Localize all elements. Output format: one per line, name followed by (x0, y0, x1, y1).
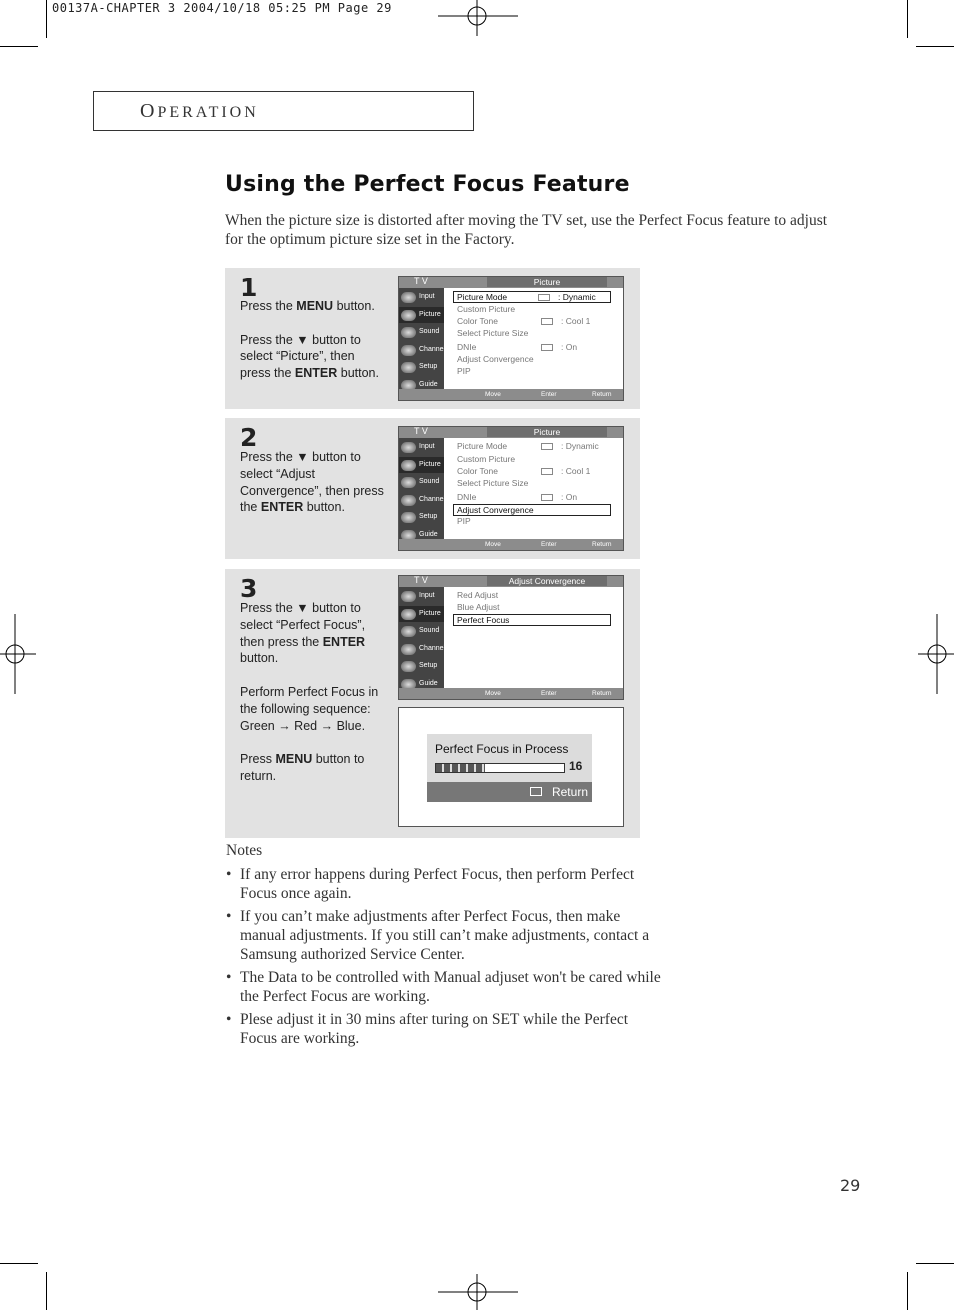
move-hint: Move (485, 541, 501, 548)
menu-row-label: PIP (457, 366, 471, 376)
sidebar-item-label: Picture (419, 609, 441, 617)
menu-row (457, 441, 657, 453)
tv-label: T V (414, 276, 428, 286)
menu-row-label: Color Tone (457, 316, 498, 326)
menu-row-value: : Dynamic (561, 441, 599, 451)
return-hint: Return (592, 391, 612, 398)
tv-label: T V (414, 575, 428, 585)
picture-icon (401, 310, 416, 321)
tv-menu-picture (398, 276, 624, 401)
menu-row-label: Perfect Focus (457, 615, 510, 625)
sidebar-item-channel (399, 641, 444, 657)
progress-fill (436, 764, 485, 772)
sidebar-item-label: Guide (419, 530, 438, 538)
sidebar-item-sound (399, 623, 444, 639)
step-3 (225, 569, 640, 838)
page-number: 29 (840, 1176, 861, 1195)
crop-mark (0, 46, 38, 47)
crop-mark (46, 0, 47, 38)
sidebar-item-label: Channel (419, 644, 446, 652)
menu-row-label: Red Adjust (457, 590, 499, 600)
step-number: 3 (240, 574, 258, 603)
tv-menu-sidebar (399, 587, 444, 688)
sidebar-item-label: Channel (419, 495, 446, 503)
menu-row (457, 492, 657, 504)
step-number: 2 (240, 423, 258, 452)
step-instructions: Press the ▼ button to select “Adjust Convergence”, then press the ENTER button. (240, 450, 384, 515)
sidebar-item-setup (399, 359, 444, 375)
return-hint: Return (592, 541, 612, 548)
section-title: OPERATION (140, 100, 259, 122)
sidebar-item-label: Picture (419, 310, 441, 318)
note-item: • If you can’t make adjustments after Perfect Focus, then make manual adjustments. If you still can’t make adjustments, contact a Samsung authorized Service Center. (226, 908, 666, 964)
menu-row-label: Select Picture Size (457, 478, 529, 488)
option-icon (541, 494, 553, 501)
menu-row-label: Picture Mode (457, 292, 508, 302)
page-title: Using the Perfect Focus Feature (225, 172, 630, 197)
menu-title: Adjust Convergence (487, 576, 607, 586)
menu-row-value: : Cool 1 (561, 466, 591, 476)
menu-row (457, 354, 657, 366)
menu-row-label: DNIe (457, 342, 477, 352)
menu-row-label: DNIe (457, 492, 477, 502)
tv-menu-footer (399, 539, 623, 550)
tv-menu-adjust-convergence (398, 575, 624, 700)
note-item: • The Data to be controlled with Manual adjuset won't be cared while the Perfect Focus are working. (226, 969, 666, 1007)
menu-row-label: Select Picture Size (457, 328, 529, 338)
tv-label: T V (414, 426, 428, 436)
sidebar-item-input (399, 588, 444, 604)
option-icon (541, 443, 553, 450)
sidebar-item-sound (399, 474, 444, 490)
tv-menu-sidebar (399, 288, 444, 389)
crop-mark (907, 0, 908, 38)
sidebar-item-label: Input (419, 293, 435, 300)
menu-row-label: Custom Picture (457, 303, 516, 314)
sidebar-item-picture (399, 457, 444, 473)
registration-mark-bottom (438, 1274, 518, 1310)
menu-row-label: Blue Adjust (457, 602, 500, 612)
option-icon (538, 294, 550, 301)
menu-row-label: Color Tone (457, 466, 498, 476)
sidebar-item-label: Setup (419, 363, 438, 370)
picture-icon (401, 460, 416, 471)
sidebar-item-label: Picture (419, 460, 441, 468)
perfect-focus-dialog (398, 707, 624, 827)
sidebar-item-label: Setup (419, 662, 438, 669)
sidebar-item-sound (399, 324, 444, 340)
setup-icon (401, 661, 416, 672)
progress-footer (427, 782, 592, 802)
menu-row (457, 316, 657, 328)
menu-row-value: : On (561, 342, 578, 352)
sidebar-item-label: Channel (419, 345, 446, 353)
menu-row (457, 466, 657, 478)
crop-mark (46, 1272, 47, 1310)
crop-mark (916, 46, 954, 47)
menu-row-label: Custom Picture (457, 453, 516, 464)
channel-icon (401, 345, 416, 356)
tv-menu-sidebar (399, 438, 444, 539)
sidebar-item-setup (399, 509, 444, 525)
registration-mark-right (918, 614, 954, 694)
progress-bar (435, 763, 565, 773)
notes-list (226, 866, 666, 1053)
crop-mark (0, 1263, 38, 1264)
sound-icon (401, 477, 416, 488)
option-icon (541, 318, 553, 325)
sidebar-item-channel (399, 342, 444, 358)
progress-title: Perfect Focus in Process (435, 742, 569, 756)
move-hint: Move (485, 391, 501, 398)
tv-menu-header (399, 427, 623, 438)
sidebar-item-input (399, 439, 444, 455)
sound-icon (401, 327, 416, 338)
setup-icon (401, 362, 416, 373)
channel-icon (401, 495, 416, 506)
sidebar-item-label: Setup (419, 513, 438, 520)
sidebar-item-setup (399, 658, 444, 674)
note-item: • If any error happens during Perfect Focus, then perform Perfect Focus once again. (226, 866, 666, 904)
move-hint: Move (485, 690, 501, 697)
menu-row (457, 342, 657, 354)
setup-icon (401, 512, 416, 523)
menu-row (457, 366, 657, 378)
menu-row (457, 304, 657, 316)
input-icon (401, 292, 416, 303)
step-instructions: Press the ▼ button to select “Perfect Focus”, then press the ENTER button. Perform Perfect Focus in the following sequence: Green → Red → Blue. Press MENU button to return. (240, 601, 379, 783)
tv-menu-header (399, 277, 623, 288)
menu-row (453, 614, 611, 626)
menu-row-value: : Dynamic (558, 292, 596, 302)
sidebar-item-label: Sound (419, 328, 440, 335)
menu-row (453, 291, 611, 303)
menu-row-label: PIP (457, 516, 471, 526)
sidebar-item-channel (399, 492, 444, 508)
option-icon (541, 468, 553, 475)
menu-row (457, 478, 657, 490)
sidebar-item-label: Input (419, 443, 435, 450)
menu-row (457, 590, 657, 602)
menu-row (453, 504, 611, 516)
sound-icon (401, 626, 416, 637)
tv-menu-footer (399, 389, 623, 400)
step-instructions: Press the MENU button. Press the ▼ button to select “Picture”, then press the ENTER button. (240, 299, 379, 381)
return-label: Return (551, 785, 588, 799)
tv-menu-picture (398, 426, 624, 551)
menu-row (457, 328, 657, 340)
menu-title: Picture (487, 427, 607, 437)
menu-row-label: Picture Mode (457, 441, 508, 451)
note-item: • Plese adjust it in 30 mins after turing on SET while the Perfect Focus are working. (226, 1011, 666, 1049)
return-icon (530, 787, 542, 796)
channel-icon (401, 644, 416, 655)
menu-row (457, 516, 657, 528)
notes-title: Notes (226, 842, 263, 859)
print-slug: 00137A-CHAPTER 3 2004/10/18 05:25 PM Page 29 (52, 1, 392, 15)
option-icon (541, 344, 553, 351)
tv-menu-footer (399, 688, 623, 699)
sidebar-item-picture (399, 606, 444, 622)
progress-panel (427, 734, 592, 782)
enter-hint: Enter (541, 541, 557, 548)
sidebar-item-label: Sound (419, 478, 440, 485)
menu-row (457, 454, 657, 466)
return-hint: Return (592, 690, 612, 697)
step-number: 1 (240, 273, 258, 302)
picture-icon (401, 609, 416, 620)
step-1 (225, 268, 640, 409)
menu-row-value: : On (561, 492, 578, 502)
registration-mark-top (438, 0, 518, 36)
sidebar-item-label: Guide (419, 380, 438, 388)
step-2 (225, 418, 640, 559)
sidebar-item-label: Input (419, 592, 435, 599)
sidebar-item-label: Sound (419, 627, 440, 634)
input-icon (401, 442, 416, 453)
menu-row-value: : Cool 1 (561, 316, 591, 326)
menu-row (457, 602, 657, 614)
tv-menu-header (399, 576, 623, 587)
crop-mark (907, 1272, 908, 1310)
menu-row-label: Adjust Convergence (457, 354, 534, 364)
progress-value: 16 (569, 759, 583, 773)
enter-hint: Enter (541, 690, 557, 697)
input-icon (401, 591, 416, 602)
crop-mark (916, 1263, 954, 1264)
sidebar-item-picture (399, 307, 444, 323)
enter-hint: Enter (541, 391, 557, 398)
registration-mark-left (0, 614, 36, 694)
sidebar-item-input (399, 289, 444, 305)
menu-row-label: Adjust Convergence (457, 505, 534, 515)
intro-paragraph: When the picture size is distorted after moving the TV set, use the Perfect Focus feature to adjust for the optimum picture size set in the Factory. (225, 212, 828, 248)
menu-title: Picture (487, 277, 607, 287)
sidebar-item-label: Guide (419, 679, 438, 687)
